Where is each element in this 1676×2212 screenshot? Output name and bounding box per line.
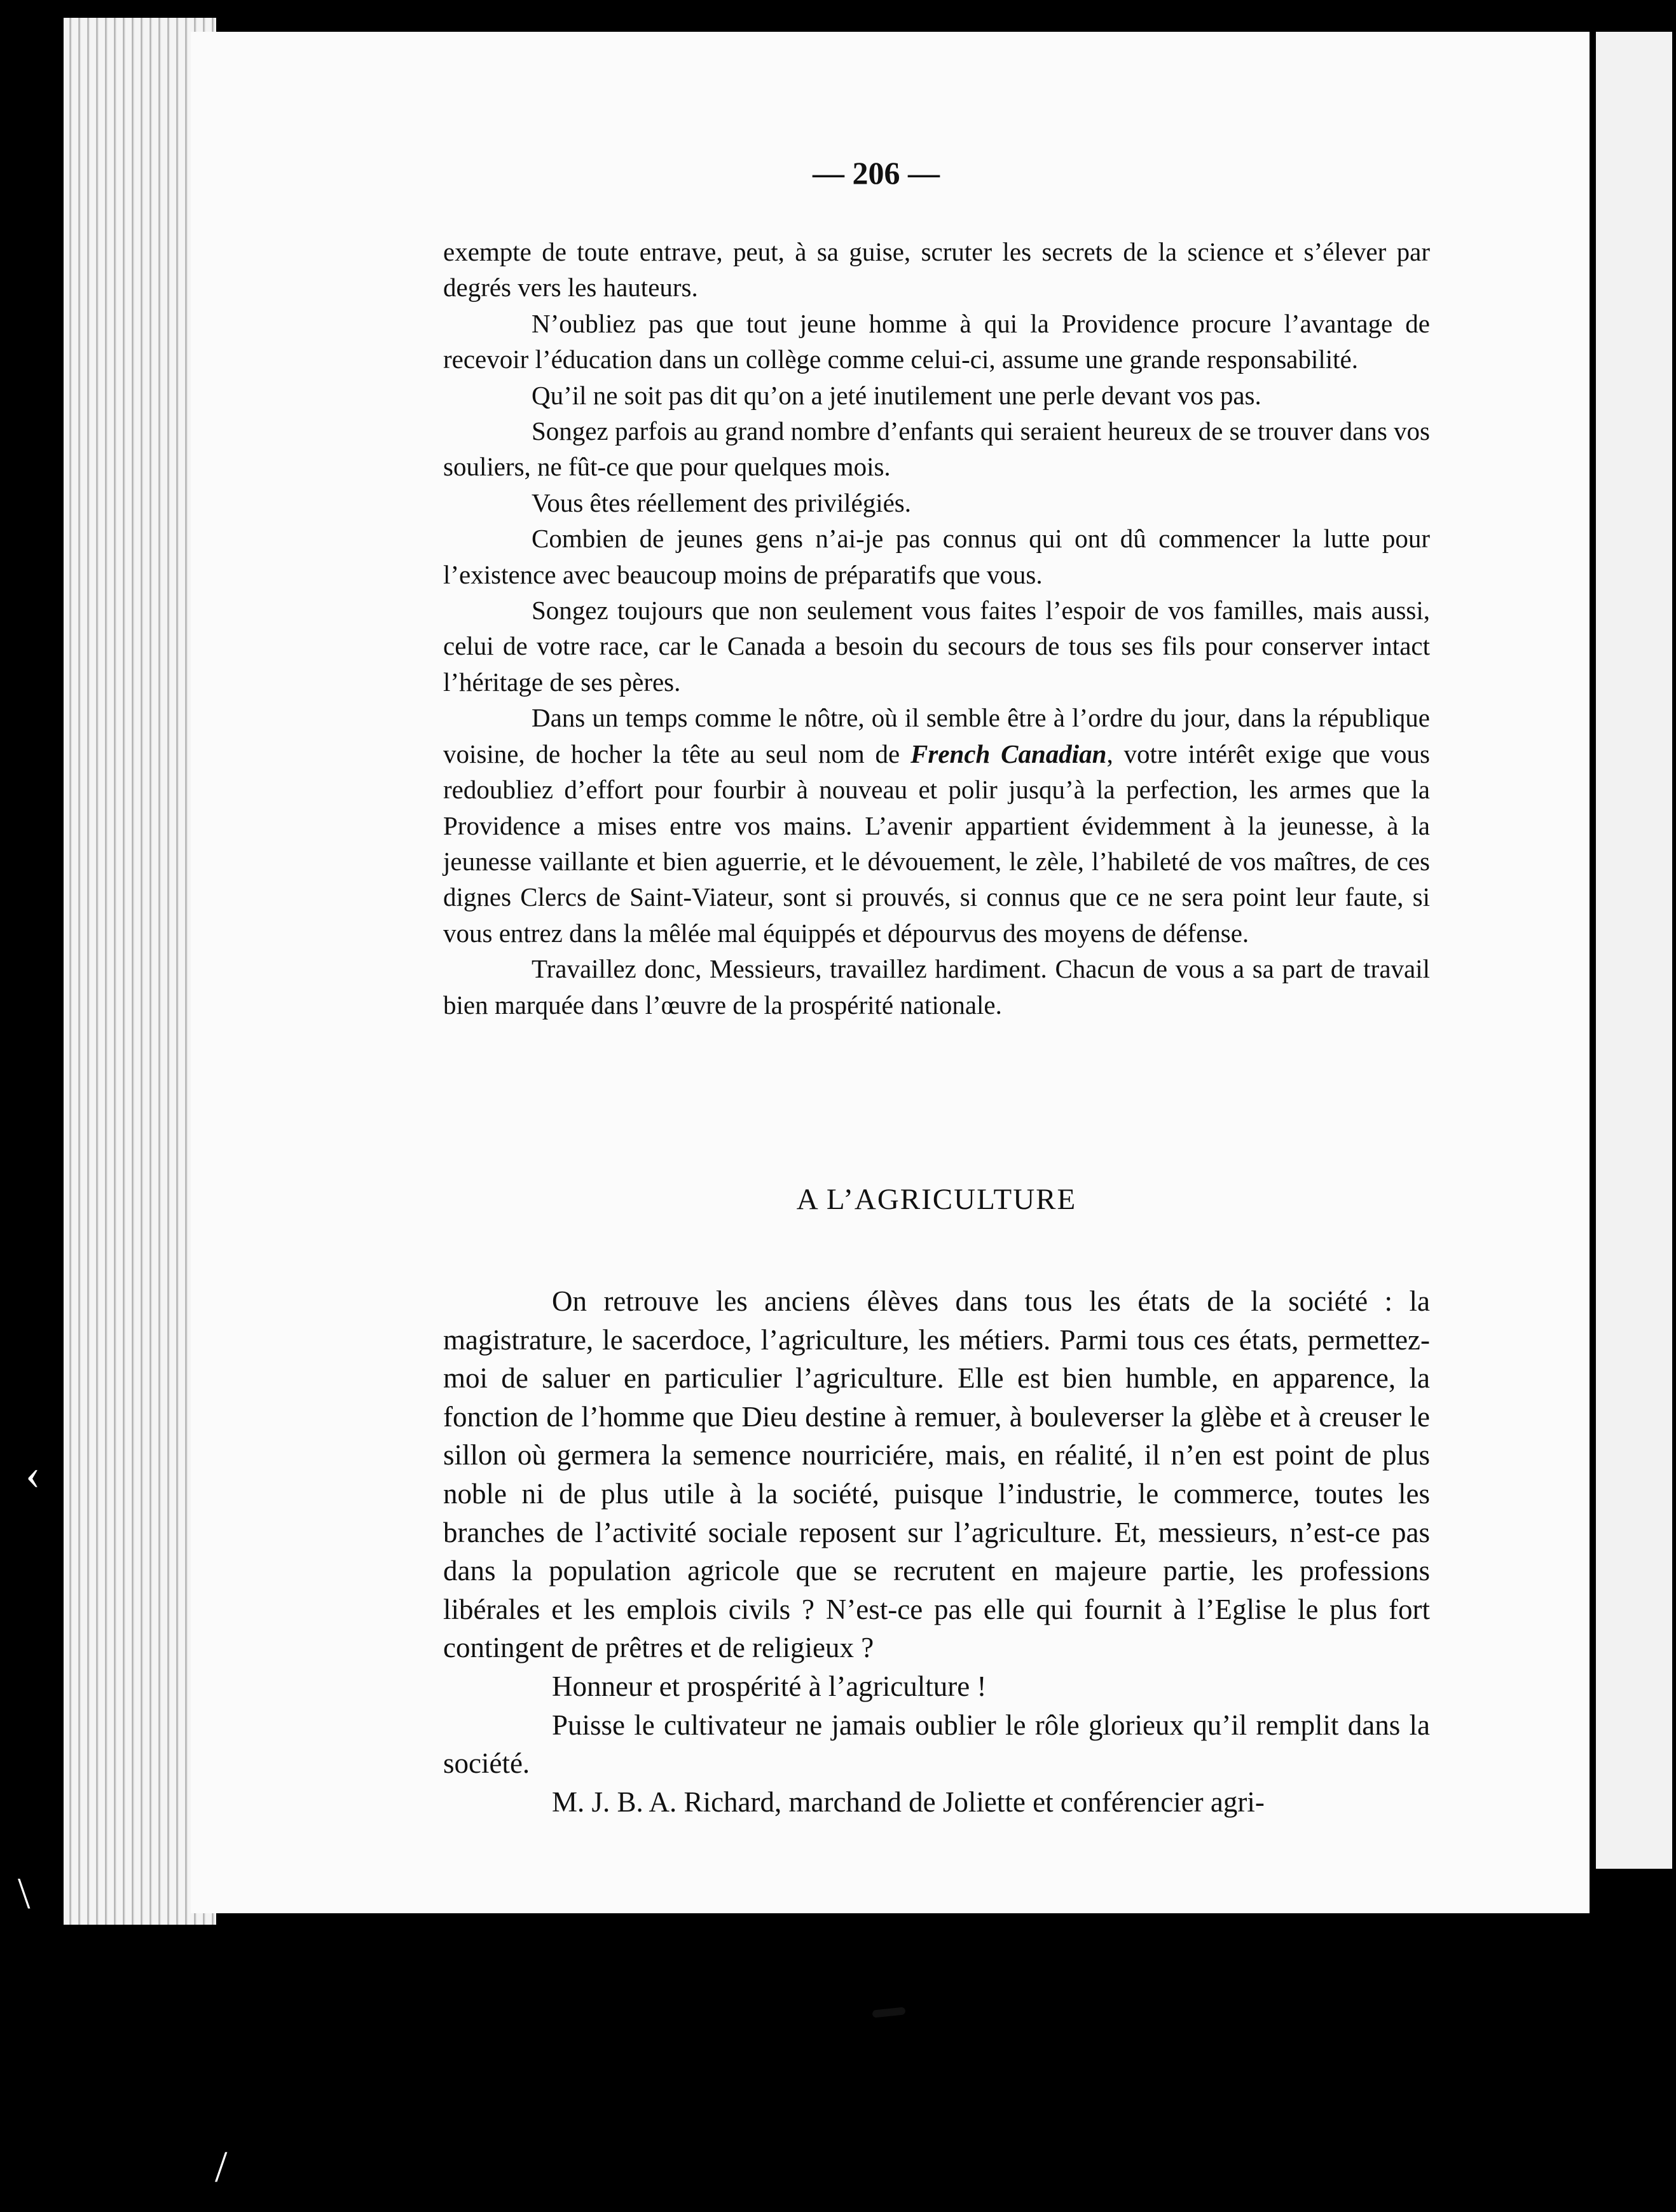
paragraph: Vous êtes réellement des privilégiés. <box>532 488 912 517</box>
paragraph: exempte de toute entrave, peut, à sa guise, scruter les secrets de la science et s’élever par degrés vers les hauteurs. <box>443 237 1430 303</box>
paragraph <box>443 700 1430 951</box>
paragraph: Songez toujours que non seulement vous faites l’espoir de vos familles, mais aussi, celui de votre race, car le Canada a besoin du secours de tous ses fils pour conserver intact l’héritage de ses pères. <box>443 596 1430 697</box>
speech-text <box>443 234 1430 1023</box>
scan-mark: / <box>215 2143 228 2192</box>
paragraph: M. J. B. A. Richard, marchand de Joliette et conférencier agri- <box>552 1785 1265 1818</box>
paragraph: On retrouve les anciens élèves dans tous les états de la société : la magistrature, le sacerdoce, l’agriculture, les métiers. Parmi tous ces états, permettez-moi de saluer en particulier l’agriculture. Elle est bien humble, en apparence, la fonction de l’homme que Dieu destine à remuer, à bouleverser la glèbe et à creuser le sillon où germera la semence nourriciére, mais, en réalité, il n’en est point de plus noble ni de plus utile à la société, puisque l’industrie, le commerce, toutes les branches de l’activité sociale reposent sur l’agriculture. Et, messieurs, n’est-ce pas dans la population agricole que se recrutent en majeure partie, les professions libérales et les emplois civils ? N’est-ce pas elle qui fournit à l’Eglise le plus fort contingent de prêtres et de religieux ? <box>443 1285 1430 1664</box>
paragraph: N’oubliez pas que tout jeune homme à qui la Providence procure l’avantage de recevoir l’éducation dans un collège comme celui-ci, assume une grande responsabilité. <box>443 308 1430 374</box>
paragraph: Combien de jeunes gens n’ai-je pas connus qui ont dû commencer la lutte pour l’existence avec beaucoup moins de préparatifs que vous. <box>443 524 1430 589</box>
page-number: — 206 — <box>813 155 940 191</box>
section-heading: A L’AGRICULTURE <box>796 1183 1077 1216</box>
paragraph: Songez parfois au grand nombre d’enfants qui seraient heureux de se trouver dans vos souliers, ne fût-ce que pour quelques mois. <box>443 416 1430 482</box>
scan-mark: \ <box>18 1869 31 1918</box>
emphasized-phrase: French Canadian <box>910 739 1107 768</box>
paragraph: Travaillez donc, Messieurs, travaillez hardiment. Chacun de vous a sa part de travail bien marquée dans l’œuvre de la prospérité nationale. <box>443 954 1430 1020</box>
paragraph-text: , votre intérêt exige que vous redoubliez d’effort pour fourbir à nouveau et polir jusqu’à la perfection, les armes que la Providence a mises entre vos mains. L’avenir appartient évidemment à la jeunesse, à la jeunesse vaillante et bien aguerrie, et le dévouement, le zèle, l’habileté de vos maîtres, de ces dignes Clercs de Saint-Viateur, sont si prouvés, si connus que ce ne sera point leur faute, si vous entrez dans la mêlée mal équippés et dépourvus des moyens de défense. <box>443 739 1430 948</box>
facing-page-edge <box>1596 32 1672 1869</box>
ink-smudge <box>872 2007 906 2017</box>
section-text <box>443 1282 1430 1821</box>
paragraph-text: Dans un temps comme le nôtre, où il semble être à l’ordre du jour, dans la république voisine, de hocher la tête au seul nom de <box>443 703 1430 768</box>
scan-mark: ‹ <box>25 1450 41 1499</box>
paragraph: Puisse le cultivateur ne jamais oublier le rôle glorieux qu’il remplit dans la société. <box>443 1709 1430 1780</box>
paragraph: Honneur et prospérité à l’agriculture ! <box>552 1670 987 1702</box>
paragraph: Qu’il ne soit pas dit qu’on a jeté inutilement une perle devant vos pas. <box>532 380 1261 410</box>
